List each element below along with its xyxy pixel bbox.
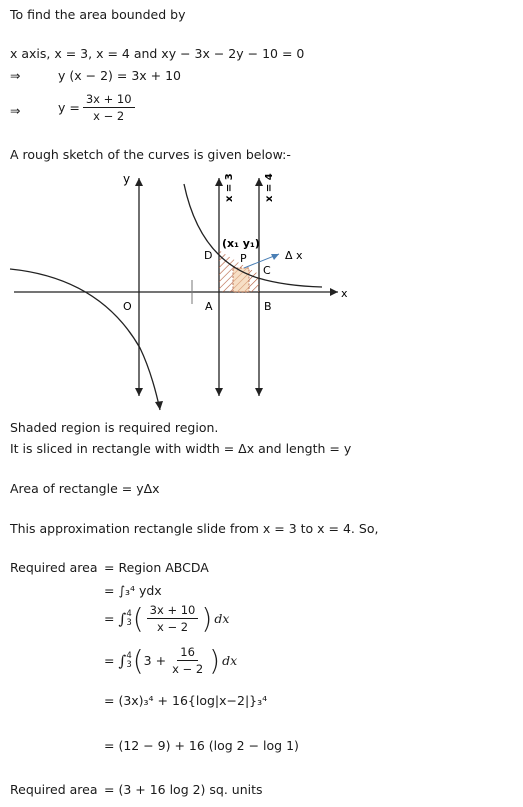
eq3-equals: = (104, 653, 115, 668)
step1-arrow: ⇒ (10, 68, 21, 83)
eq3-integral: ∫ (118, 651, 127, 670)
sketch-figure (0, 168, 360, 413)
equation-2: = ∫ 4 3 ( $\frac{3x + 10}{x - 2}$ ) dx (104, 601, 230, 635)
area-rectangle: Area of rectangle = yΔx (10, 481, 160, 496)
given-equation: x axis, x = 3, x = 4 and xy − 3x − 2y − 10 = 0 (10, 46, 305, 61)
step2-equation (58, 92, 138, 123)
label-point: (x₁ y₁) (222, 237, 260, 250)
final-area-value: = (3 + 16 log 2) sq. units (104, 782, 263, 797)
eq2-equals: = (104, 611, 115, 626)
eq3-denominator: x − 2 (172, 662, 204, 676)
step2-arrow: ⇒ (10, 103, 21, 118)
sketch-caption: A rough sketch of the curves is given below:- (10, 147, 291, 162)
y-axis-arrowhead-bottom (135, 388, 143, 396)
x-axis-arrowhead (330, 288, 338, 296)
line-x4-arrow-bottom (255, 388, 263, 396)
equation-5: = (12 − 9) + 16 (log 2 − log 1) (104, 738, 299, 753)
line-x4-arrow-top (255, 178, 263, 186)
equation-1: = ∫₃⁴ ydx (104, 583, 162, 598)
label-x: x (341, 287, 348, 300)
required-area-label: Required area (10, 560, 98, 575)
curve-left-arrowhead (155, 401, 163, 410)
eq2-lower: 3 (126, 617, 132, 628)
eq3-prefix: 3 + (143, 653, 167, 668)
eq2-fraction (147, 603, 199, 634)
eq2-numerator: 3x + 10 (147, 603, 199, 619)
step2-denominator: x − 2 (93, 109, 125, 123)
eq2-dx: dx (214, 611, 230, 626)
eq2-upper: 4 (126, 608, 132, 619)
eq2-denominator: x − 2 (156, 620, 189, 634)
approximation-text: This approximation rectangle slide from x = 3 to x = 4. So, (10, 521, 379, 536)
eq2-limits (126, 610, 131, 628)
eq2-integral: ∫ (118, 609, 127, 628)
eq3-numerator: 16 (177, 645, 198, 661)
label-x4: x = 4 (264, 173, 275, 202)
y-axis-arrowhead-top (135, 178, 143, 186)
label-P: P (240, 252, 247, 265)
shaded-note: Shaded region is required region. (10, 420, 219, 435)
label-A: A (205, 300, 213, 313)
eq3-limits (126, 652, 131, 670)
intro-text: To find the area bounded by (10, 7, 186, 22)
line-x3-arrow-bottom (215, 388, 223, 396)
step1-equation: y (x − 2) = 3x + 10 (58, 68, 181, 83)
label-delta-x: Δ x (285, 249, 303, 262)
label-D: D (204, 249, 213, 262)
eq3-upper: 4 (126, 650, 132, 661)
eq3-dx: dx (222, 653, 238, 668)
step2-lhs: y = (58, 100, 80, 115)
label-y: y (123, 172, 131, 186)
label-O: O (123, 300, 132, 313)
label-C: C (263, 264, 271, 277)
line-x3-arrow-top (215, 178, 223, 186)
equation-4: = (3x)₃⁴ + 16{log|x−2|}₃⁴ (104, 693, 268, 708)
final-area-label: Required area (10, 782, 98, 797)
step2-numerator: 3x + 10 (83, 92, 135, 108)
sliced-note: It is sliced in rectangle with width = Δx and length = y (10, 441, 352, 456)
equation-3: = ∫ 4 3 ( 3 + $\frac{16}{x - 2}$ ) dx (104, 643, 238, 677)
eq3-fraction (169, 645, 206, 676)
eq3-lower: 3 (126, 659, 132, 670)
required-region: = Region ABCDA (104, 560, 209, 575)
label-x3: x = 3 (224, 173, 235, 202)
label-B: B (264, 300, 272, 313)
step2-fraction (83, 92, 135, 123)
